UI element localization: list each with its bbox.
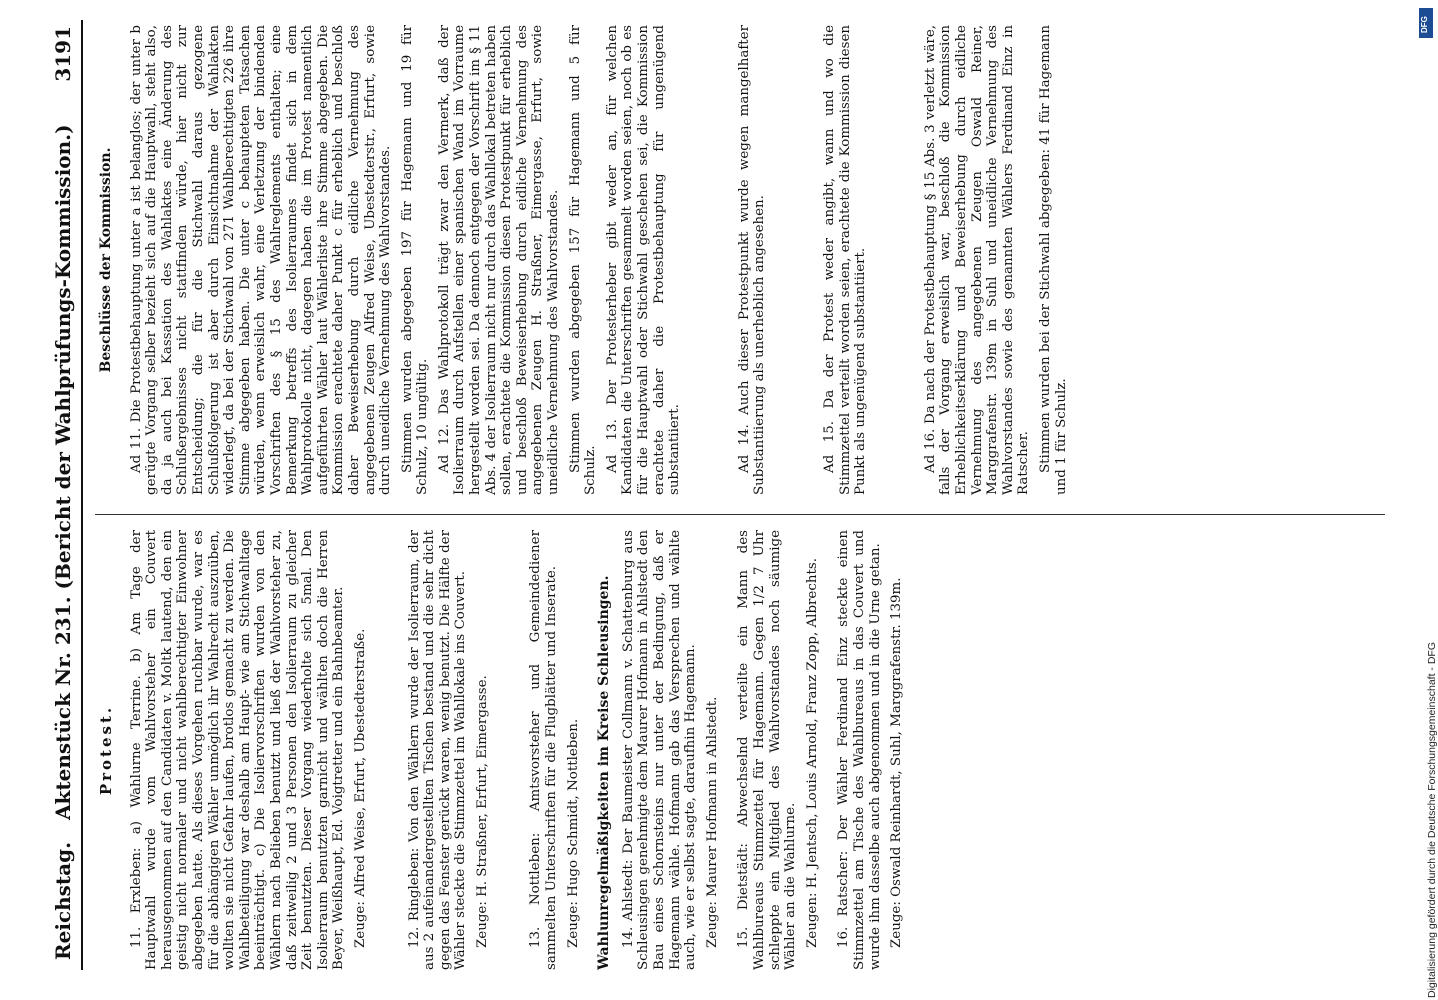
page-header [47, 20, 83, 970]
decision-15: Ad 15. Da der Protest weder angibt, wann und wo die Stimmzettel verteilt worden seien, erachtete die Kommission diesen Punkt als ungenügend substantiiert. [821, 25, 869, 495]
votes-12: Stimmen wurden abgegeben 157 für Hagemann und 5 für Schulz. [567, 25, 599, 495]
dfg-badge-label: DFG [1420, 16, 1429, 33]
protest-item-15: 15. Dietstädt: Abwechselnd verteilte ein Mann des Wahlbureaus Stimmzettel für Hagemann. Gegen 1/2 7 Uhr schleppte ein Mitglied des Wahlvorstandes noch säumige Wähler an die Wahlurne. [736, 530, 799, 970]
protest-item-11: 11. Erxleben: a) Wahlurne Terrine. b) Am Tage der Hauptwahl wurde vom Wahlvorsteher ein Couvert herausgenommen auf den Candidaten v. Moltk lautend, den ein geistig nicht normaler und nicht wahlberechtigter Einwohner abgegeben hatte. Als dieses Vorgehen ruchbar wurde, war es für die abhängigen Wähler unmöglich ihr Wahlrecht auszuüben, wollten sie nicht Gefahr laufen, brotlos gemacht zu werden. Die Wahlbeteiligung war deshalb am Haupt- wie am Stichwahltage beeinträchtigt. c) Die Isoliervorschriften wurden von den Wählern nach Belieben benutzt und ließ der Wahlvorsteher zu, daß zeitweilig 2 und 3 Personen den Isolierraum zu gleicher Zeit benutzten. Dieser Vorgang wiederholte sich 5mal. Den Isolierraum benutzten garnicht und wählten doch die Herren Beyer, Weißhaupt, Ed. Voigtretter und ein Bahnbeamter. [128, 530, 347, 970]
protest-heading: Protest. [97, 704, 115, 796]
witness-11: Zeuge: Alfred Weise, Erfurt, Ubestedterstraße. [352, 628, 368, 948]
witness-16: Zeuge: Oswald Reinhardt, Suhl, Marggrafenstr. 139m. [889, 577, 905, 948]
page-number: 3191 [51, 26, 75, 82]
column-divider [95, 514, 1385, 515]
protest-item-16: 16. Ratscher: Der Wähler Ferdinand Einz steckte einen Stimmzettel am Tische des Wahlbureaus in das Couvert und wurde ihm dasselbe auch abgenommen und in die Urne getan. [836, 530, 883, 970]
decision-14: Ad 14. Auch dieser Protestpunkt wurde wegen mangelhafter Substantiierung als unerheblich angesehen. [736, 25, 768, 495]
decision-11: Ad 11. Die Protestbehauptung unter a ist belanglos; der unter b gerügte Vorgang selber bezieht sich auf die Hauptwahl, steht also, da ja auch bei Kassation des Wahlaktes eine Änderung des Schlußergebnisses nicht stattfinden würde, hier nicht zur Entscheidung; die für die Stichwahl daraus gezogene Schlußfolgerung ist aber durch Einsichtnahme der Wahlakten widerlegt, da bei der Stichwahl von 271 Wahlberechtigten 226 ihre Stimme abgegeben haben. Die unter c behaupteten Tatsachen würden, wenn erweislich wahr, eine Verletzung der bindenden Vorschriften des § 15 des Wahlreglements enthalten; eine Bemerkung betreffs des Isolierraumes findet sich in dem Wahlprotokolle nicht, dagegen haben die im Protest namentlich aufgeführten Wähler laut Wählerliste ihre Stimme abgegeben. Die Kommission erachtete daher Punkt c für erheblich und beschloß daher Beweiserhebung durch eidliche Vernehmung des angegebenen Zeugen Alfred Weise, Ubestedterstr., Erfurt, sowie durch uneidliche Vernehmung des Wahlvorstandes. [128, 25, 394, 495]
witness-15: Zeugen: H. Jentsch, Louis Arnold, Franz Zopp, Albrechts. [804, 558, 820, 948]
header-title: Aktenstück Nr. 231. (Bericht der Wahlprüfungs-Kommission.) [51, 124, 75, 820]
protest-item-12: 12. Ringleben: Von den Wählern wurde der Isolierraum, der aus 2 aufeinandergestellten Tischen bestand und die sehr dicht gegen das Fenster gerückt waren, wenig benutzt. Die Hälfte der Wähler steckte die Stimmzettel im Wahllokale ins Couvert. [406, 530, 469, 970]
decision-16: Ad 16. Da nach der Protestbehauptung § 15 Abs. 3 verletzt wäre, falls der Vorgang erweislich war, beschloß die Kommission Erheblichkeitserklärung und Beweiserhebung durch eidliche Vernehmung des angegebenen Zeugen Oswald Reiner, Marggrafenstr. 139m in Suhl und uneidliche Vernehmung des Wahlvorstandes sowie des genannten Wählers Ferdinand Einz in Ratscher. [922, 25, 1032, 495]
section-subheading: Wahlunregelmäßigkeiten im Kreise Schleusingen. [596, 575, 613, 970]
witness-13: Zeuge: Hugo Schmidt, Nottleben. [565, 718, 581, 948]
protest-item-14: 14. Ahlstedt: Der Baumeister Collmann v. Schattenburg aus Schleusingen genehmigte dem Maurer Hofmann in Ahlstedt den Bau eines Schornsteins nur unter der Bedingung, daß er Hagemann wähle. Hofmann gab das Versprechen und wählte auch, wie er selbst sagte, daraufhin Hagemann. [620, 530, 699, 970]
rotated-document-page [47, 20, 1417, 970]
votes-11: Stimmen wurden abgegeben 197 für Hagemann und 19 für Schulz, 10 ungültig. [399, 25, 431, 495]
protest-column [95, 530, 921, 970]
witness-14: Zeuge: Maurer Hofmann in Ahlstedt. [704, 696, 720, 948]
digitization-note-text: Digitalisierung gefördert durch die Deutsche Forschungsgemeinschaft - DFG [1426, 641, 1438, 998]
header-left: Reichstag. [51, 841, 75, 960]
dfg-logo-badge [1419, 8, 1433, 38]
votes-16: Stimmen wurden bei der Stichwahl abgegeben: 41 für Hagemann und 1 für Schulz. [1037, 25, 1069, 495]
witness-12: Zeuge: H. Straßner, Erfurt, Eimergasse. [474, 675, 490, 948]
protest-item-13: 13. Nottleben: Amtsvorsteher und Gemeindediener sammelten Unterschriften für die Flugblätter und Inserate. [528, 530, 560, 970]
digitization-note [1416, 8, 1436, 998]
decision-13: Ad 13. Der Protesterheber gibt weder an, für welchen Kandidaten die Unterschriften gesammelt worden seien, noch ob es für die Hauptwahl oder Stichwahl geschehen sei, die Kommission erachtete daher die Protestbehauptung für ungenügend substantiiert. [604, 25, 683, 495]
decision-12: Ad 12. Das Wahlprotokoll trägt zwar den Vermerk, daß der Isolierraum durch Aufstellen einer spanischen Wand im Vorraume hergestellt worden sei. Da dennoch entgegen der Vorschrift im § 11 Abs. 4 der Isolierraum nicht nur durch das Wahllokal betreten haben sollen, erachtete die Kommission diesen Protestpunkt für erheblich und beschloß Beweiserhebung durch eidliche Vernehmung des angegebenen Zeugen H. Straßner, Eimergasse, Erfurt, sowie uneidliche Vernehmung des Wahlvorstandes. [436, 25, 562, 495]
commission-heading: Beschlüsse der Kommission. [98, 147, 114, 373]
commission-column [95, 25, 1075, 495]
